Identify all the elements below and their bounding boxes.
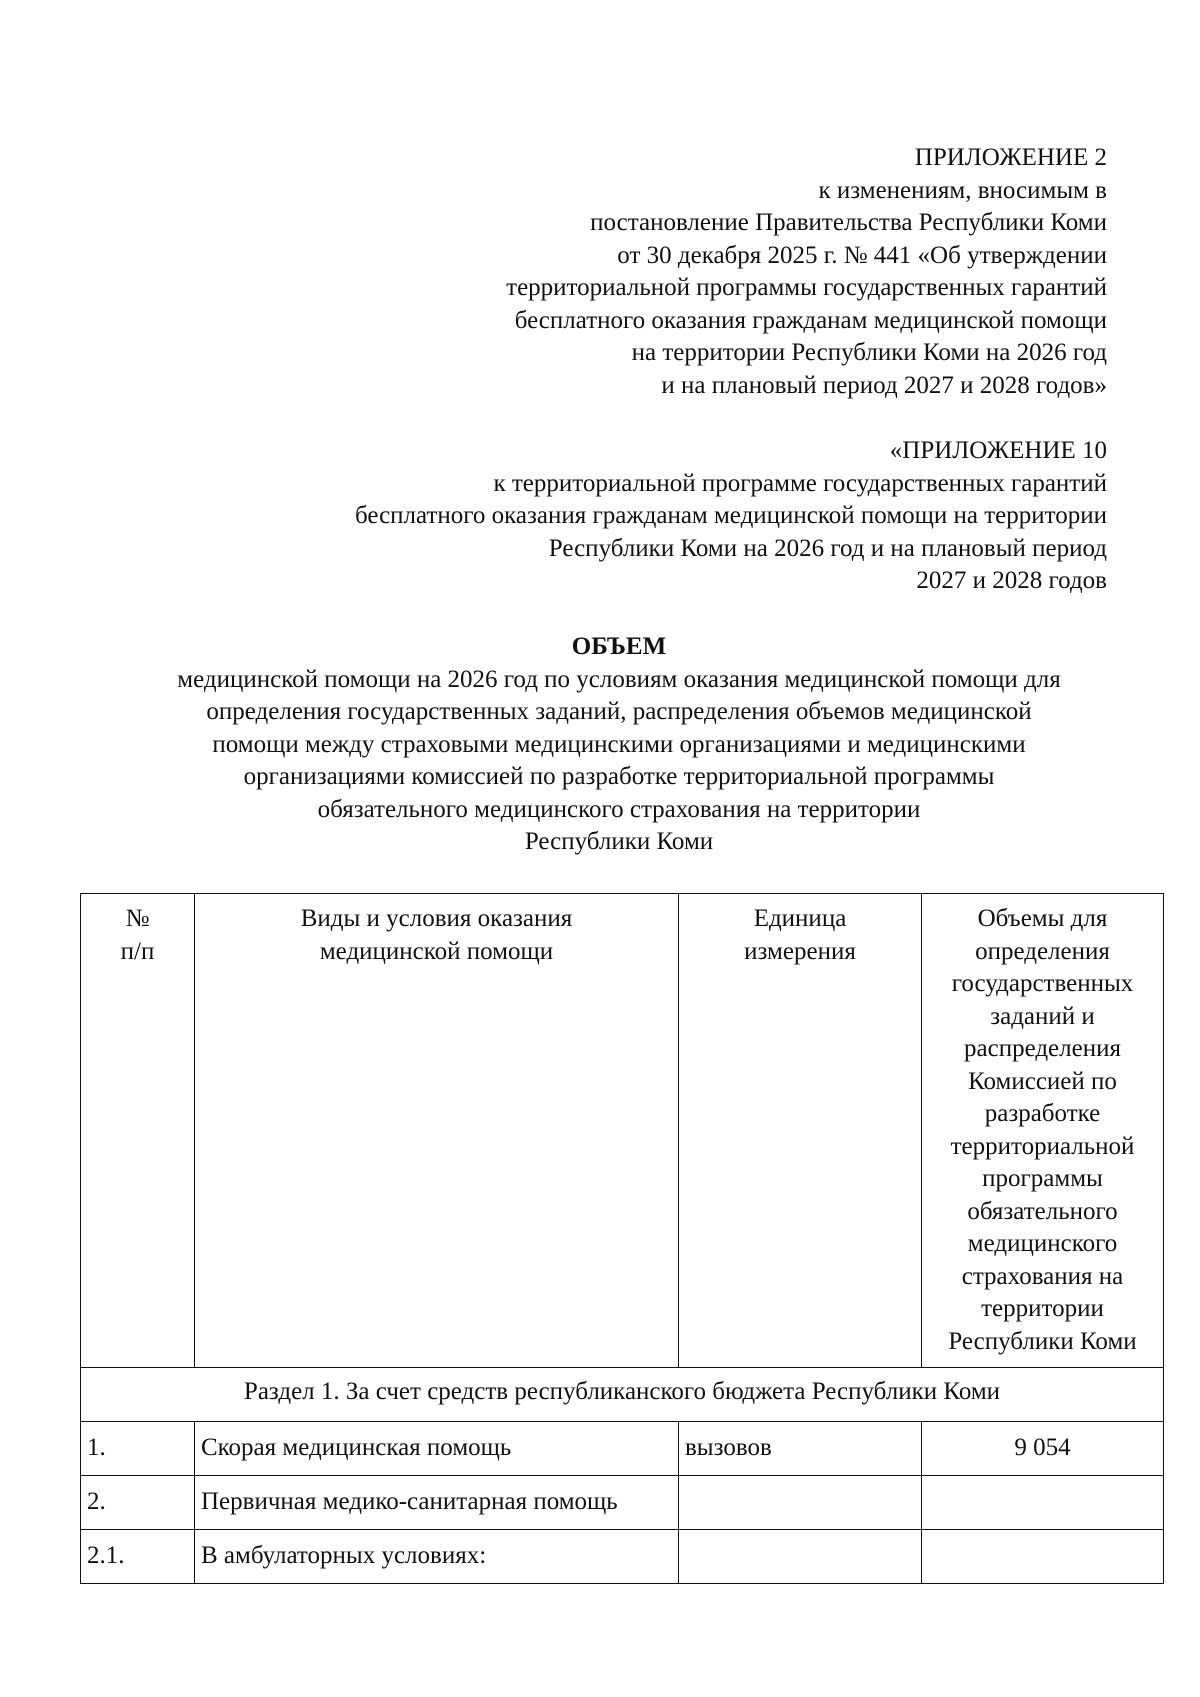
appendix-2-line: к изменениям, вносимым в <box>818 176 1107 204</box>
header-type-line: Виды и условия оказания <box>300 905 573 932</box>
document-title <box>80 631 1158 859</box>
appendix-10-line: бесплатного оказания гражданам медицинской помощи на территории <box>354 502 1107 529</box>
appendix-2-line: бесплатного оказания гражданам медицинской помощи <box>514 306 1107 334</box>
row-volume <box>922 1530 1164 1584</box>
title-heading: ОБЪЕМ <box>571 633 667 660</box>
title-line: помощи между страховыми медицинскими организациями и медицинскими <box>212 730 1026 758</box>
header-unit-line: Единица <box>753 905 847 932</box>
title-line: медицинской помощи на 2026 год по условиям оказания медицинской помощи для <box>177 665 1061 693</box>
row-volume <box>922 1476 1164 1530</box>
header-num-line: п/п <box>120 937 155 965</box>
row-num: 2.1. <box>81 1530 195 1584</box>
volume-table <box>80 893 1164 1584</box>
row-num: 1. <box>81 1422 195 1476</box>
row-unit <box>679 1530 922 1584</box>
header-volume-line: Комиссией по <box>968 1067 1117 1095</box>
appendix-2-line: территориальной программы государственных гарантий <box>506 274 1107 301</box>
table-row <box>81 1422 1164 1476</box>
table-header-row <box>81 894 1164 1368</box>
header-volume-line: программы <box>982 1165 1103 1192</box>
header-volume-line: обязательного <box>967 1197 1118 1225</box>
row-type: В амбулаторных условиях: <box>195 1530 679 1584</box>
row-num: 2. <box>81 1476 195 1530</box>
header-volume-line: территории <box>981 1295 1104 1322</box>
appendix-2-line: и на плановый период 2027 и 2028 годов» <box>661 371 1107 399</box>
header-type-line: медицинской помощи <box>319 937 554 965</box>
header-volume-line: определения <box>975 937 1110 965</box>
row-volume: 9 054 <box>922 1422 1164 1476</box>
appendix-10-line: к территориальной программе государственных гарантий <box>493 469 1107 497</box>
appendix-10-line: «ПРИЛОЖЕНИЕ 10 <box>889 437 1107 464</box>
header-volume-line: разработке <box>984 1100 1101 1127</box>
section-title: Раздел 1. За счет средств республиканского бюджета Республики Коми <box>81 1368 1164 1422</box>
row-type: Скорая медицинская помощь <box>195 1422 679 1476</box>
row-unit <box>679 1476 922 1530</box>
header-volume <box>922 894 1164 1368</box>
table-row <box>81 1476 1164 1530</box>
header-num-line: № <box>125 905 150 932</box>
header-num <box>81 894 195 1368</box>
header-type <box>195 894 679 1368</box>
header-volume-line: Республики Коми <box>948 1327 1137 1355</box>
title-line: организациями комиссией по разработке территориальной программы <box>243 763 995 790</box>
appendix-2-block <box>506 142 1107 402</box>
title-line: определения государственных заданий, распределения объемов медицинской <box>206 698 1032 725</box>
header-volume-line: заданий и <box>990 1002 1095 1030</box>
row-unit: вызовов <box>679 1422 922 1476</box>
appendix-2-line: постановление Правительства Республики Коми <box>590 209 1107 236</box>
appendix-10-block <box>355 435 1107 598</box>
header-volume-line: государственных <box>951 970 1134 997</box>
header-volume-line: Объемы для <box>977 905 1108 932</box>
header-volume-line: распределения <box>964 1035 1121 1062</box>
header-volume-line: медицинского <box>967 1230 1118 1257</box>
appendix-10-line: 2027 и 2028 годов <box>916 567 1107 594</box>
title-line: обязательного медицинского страхования на территории <box>317 795 921 823</box>
appendix-2-line: на территории Республики Коми на 2026 год <box>631 339 1107 366</box>
section-row <box>81 1368 1164 1422</box>
title-line: Республики Коми <box>524 828 714 855</box>
row-type: Первичная медико-санитарная помощь <box>195 1476 679 1530</box>
appendix-10-line: Республики Коми на 2026 год и на плановый период <box>548 534 1107 562</box>
header-volume-line: страхования на <box>961 1262 1124 1290</box>
appendix-2-line: ПРИЛОЖЕНИЕ 2 <box>914 144 1107 171</box>
appendix-2-line: от 30 декабря 2025 г. № 441 «Об утверждении <box>617 241 1107 269</box>
header-unit <box>679 894 922 1368</box>
header-unit-line: измерения <box>744 937 856 965</box>
table-row <box>81 1530 1164 1584</box>
header-volume-line: территориальной <box>950 1132 1135 1160</box>
